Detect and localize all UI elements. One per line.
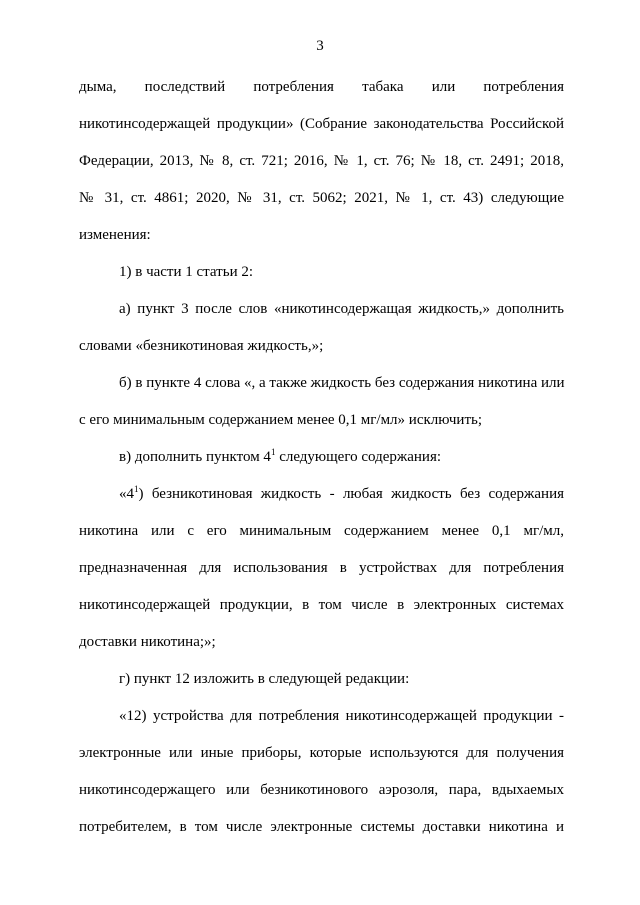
text-line-20: никотинсодержащего или безникотинового аэрозоля, пара, вдыхаемых <box>79 782 564 798</box>
text-line-11 <box>119 448 564 466</box>
text-line-10: с его минимальным содержанием менее 0,1 мг/мл» исключить; <box>79 412 483 428</box>
text-line-2: никотинсодержащей продукции» (Собрание законодательства Российской <box>79 116 564 132</box>
text-line-7: а) пункт 3 после слов «никотинсодержащая жидкость,» дополнить <box>119 301 564 317</box>
text-line-19: электронные или иные приборы, которые используются для получения <box>79 745 564 761</box>
text-line-12 <box>119 485 564 503</box>
text-line-11-part-1: в) дополнить пунктом 4 <box>119 449 271 465</box>
text-line-17: г) пункт 12 изложить в следующей редакции: <box>119 671 410 687</box>
text-line-6: 1) в части 1 статьи 2: <box>119 264 254 280</box>
text-line-1: дыма, последствий потребления табака или потребления <box>79 79 564 95</box>
text-line-21: потребителем, в том числе электронные системы доставки никотина и <box>79 819 564 835</box>
text-line-9: б) в пункте 4 слова «, а также жидкость без содержания никотина или <box>119 375 565 391</box>
text-line-12-part-1: «4 <box>119 486 134 502</box>
text-line-15: никотинсодержащей продукции, в том числе в электронных системах <box>79 597 564 613</box>
text-line-13: никотина или с его минимальным содержанием менее 0,1 мг/мл, <box>79 523 564 539</box>
superscript-1: 1 <box>270 447 276 457</box>
text-line-4: № 31, ст. 4861; 2020, № 31, ст. 5062; 2021, № 1, ст. 43) следующие <box>79 190 564 206</box>
text-line-5: изменения: <box>79 227 151 243</box>
text-line-3: Федерации, 2013, № 8, ст. 721; 2016, № 1, ст. 76; № 18, ст. 2491; 2018, <box>79 153 564 169</box>
superscript-2: 1 <box>134 484 139 494</box>
text-line-11-part-2: следующего содержания: <box>279 449 442 465</box>
text-line-8: словами «безникотиновая жидкость,»; <box>79 338 324 354</box>
text-line-12-part-2: ) безникотиновая жидкость - любая жидкость без содержания <box>138 486 564 502</box>
page-number: 3 <box>316 38 324 54</box>
text-line-16: доставки никотина;»; <box>79 634 216 650</box>
text-line-18: «12) устройства для потребления никотинсодержащей продукции - <box>119 708 564 724</box>
text-line-14: предназначенная для использования в устройствах для потребления <box>79 560 564 576</box>
